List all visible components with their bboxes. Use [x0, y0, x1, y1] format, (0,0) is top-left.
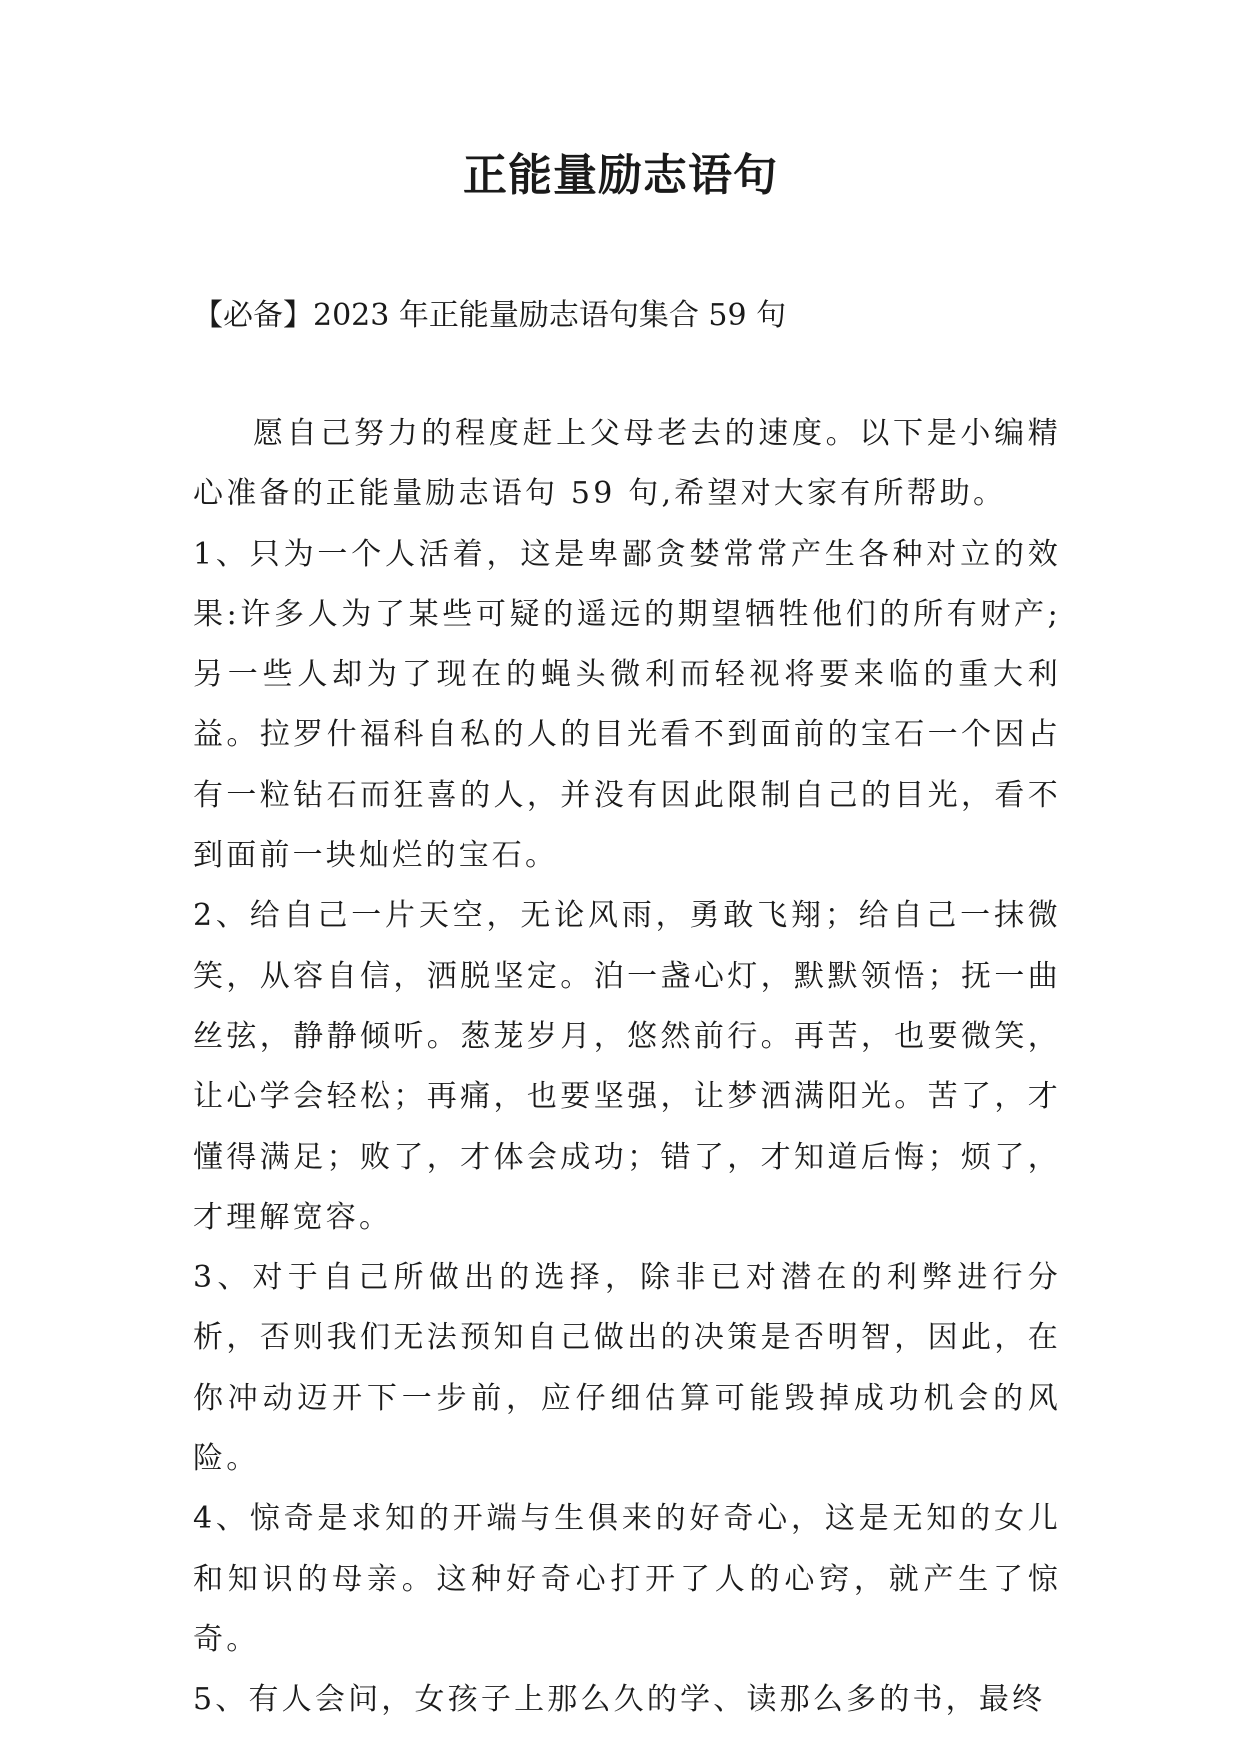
quote-paragraph-4: 4、惊奇是求知的开端与生俱来的好奇心，这是无知的女儿和知识的母亲。这种好奇心打开了人的心窍，就产生了惊奇。 [193, 1501, 1061, 1657]
quote-paragraph-5: 5、有人会问，女孩子上那么久的学、读那么多的书，最终 [193, 1682, 1046, 1718]
quote-paragraph-1: 1、只为一个人活着，这是卑鄙贪婪常常产生各种对立的效果:许多人为了某些可疑的遥远的期望牺牲他们的所有财产;另一些人却为了现在的蝇头微利而轻视将要来临的重大利益。拉罗什福科自私的人的目光看不到面前的宝石一个因占有一粒钻石而狂喜的人，并没有因此限制自己的目光，看不到面前一块灿烂的宝石。 [193, 536, 1061, 874]
intro-paragraph: 愿自己努力的程度赶上父母老去的速度。以下是小编精心准备的正能量励志语句 59 句,希望对大家有所帮助。 [193, 416, 1061, 512]
document-body [193, 404, 1061, 1731]
quote-paragraph-3: 3、对于自己所做出的选择，除非已对潜在的利弊进行分析，否则我们无法预知自己做出的决策是否明智，因此，在你冲动迈开下一步前，应仔细估算可能毁掉成功机会的风险。 [193, 1260, 1061, 1477]
document-title: 正能量励志语句 [463, 150, 778, 201]
document-subtitle: 【必备】2023 年正能量励志语句集合 59 句 [193, 298, 787, 333]
quote-paragraph-2: 2、给自己一片天空，无论风雨，勇敢飞翔；给自己一抹微笑，从容自信，洒脱坚定。泊一盏心灯，默默领悟；抚一曲丝弦，静静倾听。葱茏岁月，悠然前行。再苦，也要微笑，让心学会轻松；再痛，也要坚强，让梦洒满阳光。苦了，才懂得满足；败了，才体会成功；错了，才知道后悔；烦了，才理解宽容。 [193, 898, 1061, 1235]
